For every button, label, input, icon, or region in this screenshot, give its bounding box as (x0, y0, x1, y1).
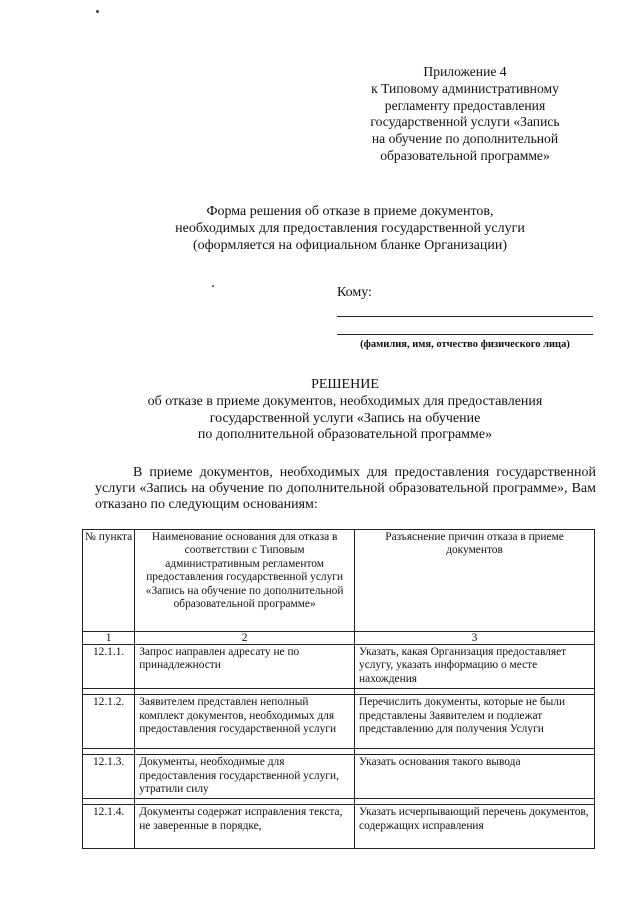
reasons-table (82, 529, 595, 849)
row-number: 12.1.3. (83, 755, 135, 799)
form-title-line: (оформляется на официальном бланке Организации) (192, 238, 508, 253)
header-cell-explanation: Разъяснение причин отказа в приеме документов (355, 530, 595, 632)
table-row (83, 645, 595, 689)
scan-speck (212, 285, 214, 287)
row-reason: Документы содержат исправления текста, не заверенные в порядке, (135, 805, 355, 849)
appendix-line: Приложение 4 (423, 64, 507, 79)
scan-speck (96, 10, 99, 13)
recipient-label: Кому: (337, 285, 372, 300)
column-number: 3 (355, 632, 595, 645)
table-header-row (83, 530, 595, 632)
form-title (100, 203, 600, 254)
row-number: 12.1.1. (83, 645, 135, 689)
appendix-line: образовательной программе» (380, 147, 550, 163)
row-explanation: Указать, какая Организация предоставляет услугу, указать информацию о месте нахождения (355, 645, 595, 689)
row-explanation: Указать исчерпывающий перечень документов, содержащих исправления (355, 805, 595, 849)
row-reason: Заявителем представлен неполный комплект документов, необходимых для предоставления государственной услуги (135, 695, 355, 749)
row-number: 12.1.4. (83, 805, 135, 849)
column-number-row (83, 632, 595, 645)
recipient-line-2 (337, 334, 593, 335)
appendix-line: регламенту предоставления (384, 97, 546, 113)
appendix-line: государственной услуги «Запись (370, 114, 560, 130)
column-number: 1 (83, 632, 135, 645)
form-title-line: Форма решения об отказе в приеме документов, (206, 204, 494, 219)
row-reason: Запрос направлен адресату не по принадлежности (135, 645, 355, 689)
form-title-line: необходимых для предоставления государственной услуги (175, 221, 525, 236)
header-cell-number: № пункта (83, 530, 135, 632)
column-number: 2 (135, 632, 355, 645)
header-cell-reason: Наименование основания для отказа в соответствии с Типовым административным регламентом предоставления государственной услуги «Запись на обучение по дополнительной образовательной программе» (135, 530, 355, 632)
table-row (83, 805, 595, 849)
row-number: 12.1.2. (83, 695, 135, 749)
body-text: В приеме документов, необходимых для предоставления государственной услуги «Запись на обучение по дополнительной образовательной программе», Вам отказано по следующим основаниям: (95, 465, 596, 513)
table-row (83, 755, 595, 799)
appendix-line: на обучение по дополнительной (371, 131, 559, 147)
recipient-line-1 (337, 316, 593, 317)
appendix-line: к Типовому административному (371, 80, 559, 96)
table-row (83, 695, 595, 749)
decision-line: по дополнительной образовательной программе» (197, 427, 493, 443)
decision-title (90, 377, 600, 444)
row-explanation: Перечислить документы, которые не были представлены Заявителем и подлежат представлению для получения Услуги (355, 695, 595, 749)
recipient-caption: (фамилия, имя, отчество физического лица) (360, 339, 570, 350)
decision-line: государственной услуги «Запись на обучение (209, 410, 481, 426)
body-paragraph (95, 465, 596, 514)
row-explanation: Указать основания такого вывода (355, 755, 595, 799)
appendix-header (340, 64, 590, 165)
row-reason: Документы, необходимые для предоставления государственной услуги, утратили силу (135, 755, 355, 799)
decision-heading: РЕШЕНИЕ (311, 377, 379, 392)
decision-line: об отказе в приеме документов, необходимых для предоставления (147, 393, 543, 409)
